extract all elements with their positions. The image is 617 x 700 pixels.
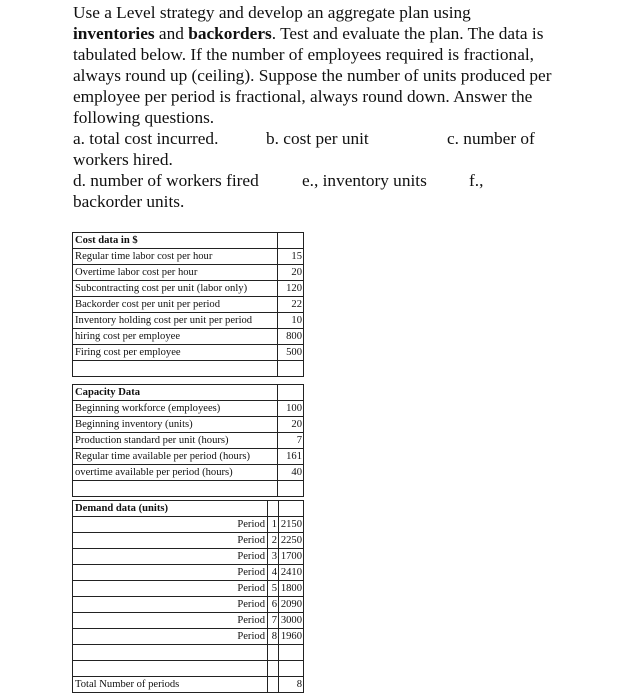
table-row bbox=[73, 345, 304, 361]
cost-label: hiring cost per employee bbox=[73, 329, 278, 345]
table-row bbox=[73, 613, 304, 629]
capacity-data-table bbox=[72, 384, 304, 497]
empty-cell bbox=[73, 661, 268, 677]
table-row bbox=[73, 401, 304, 417]
empty-cell bbox=[268, 645, 279, 661]
period-number: 8 bbox=[268, 629, 279, 645]
empty-cell bbox=[278, 481, 304, 497]
capacity-header: Capacity Data bbox=[73, 385, 278, 401]
period-label: Period bbox=[73, 517, 268, 533]
capacity-label: overtime available per period (hours) bbox=[73, 465, 278, 481]
blank-row bbox=[73, 361, 304, 377]
empty-cell bbox=[279, 645, 304, 661]
demand-value: 2410 bbox=[279, 565, 304, 581]
demand-value: 1700 bbox=[279, 549, 304, 565]
table-row bbox=[73, 417, 304, 433]
table-row bbox=[73, 433, 304, 449]
table-row bbox=[73, 581, 304, 597]
cost-label: Firing cost per employee bbox=[73, 345, 278, 361]
cost-header: Cost data in $ bbox=[73, 233, 278, 249]
period-label: Period bbox=[73, 565, 268, 581]
empty-cell bbox=[268, 661, 279, 677]
empty-cell bbox=[268, 677, 279, 693]
option-d: d. number of workers fired bbox=[73, 171, 259, 190]
demand-value: 2250 bbox=[279, 533, 304, 549]
empty-cell bbox=[73, 645, 268, 661]
blank-row bbox=[73, 661, 304, 677]
period-label: Period bbox=[73, 581, 268, 597]
demand-value: 3000 bbox=[279, 613, 304, 629]
period-number: 4 bbox=[268, 565, 279, 581]
option-b: b. cost per unit bbox=[266, 129, 369, 148]
question-text bbox=[73, 2, 553, 212]
bold-inventories: inventories bbox=[73, 24, 155, 43]
option-c-continued: workers hired. bbox=[73, 150, 173, 169]
demand-value: 2150 bbox=[279, 517, 304, 533]
empty-cell bbox=[73, 361, 278, 377]
table-row bbox=[73, 597, 304, 613]
cost-value: 15 bbox=[278, 249, 304, 265]
period-label: Period bbox=[73, 533, 268, 549]
empty-cell bbox=[278, 233, 304, 249]
intro-and: and bbox=[154, 24, 189, 43]
empty-cell bbox=[279, 501, 304, 517]
bold-backorders: backorders bbox=[188, 24, 272, 43]
cost-value: 10 bbox=[278, 313, 304, 329]
cost-label: Overtime labor cost per hour bbox=[73, 265, 278, 281]
capacity-value: 20 bbox=[278, 417, 304, 433]
capacity-value: 161 bbox=[278, 449, 304, 465]
table-row bbox=[73, 549, 304, 565]
table-row bbox=[73, 565, 304, 581]
option-f: f., bbox=[469, 171, 484, 190]
table-row bbox=[73, 517, 304, 533]
option-a: a. total cost incurred. bbox=[73, 129, 219, 148]
option-f-continued: backorder units. bbox=[73, 192, 185, 211]
table-row bbox=[73, 265, 304, 281]
period-label: Period bbox=[73, 629, 268, 645]
option-e: e., inventory units bbox=[302, 171, 427, 190]
table-row bbox=[73, 281, 304, 297]
blank-row bbox=[73, 481, 304, 497]
demand-data-table bbox=[72, 500, 304, 693]
cost-label: Subcontracting cost per unit (labor only) bbox=[73, 281, 278, 297]
demand-value: 1960 bbox=[279, 629, 304, 645]
period-number: 5 bbox=[268, 581, 279, 597]
intro-line-1: Use a Level strategy and develop an aggregate plan using bbox=[73, 3, 471, 22]
period-number: 2 bbox=[268, 533, 279, 549]
options-row-2 bbox=[73, 170, 553, 191]
capacity-label: Production standard per unit (hours) bbox=[73, 433, 278, 449]
empty-cell bbox=[73, 481, 278, 497]
cost-value: 800 bbox=[278, 329, 304, 345]
period-number: 7 bbox=[268, 613, 279, 629]
demand-value: 2090 bbox=[279, 597, 304, 613]
capacity-label: Regular time available per period (hours) bbox=[73, 449, 278, 465]
cost-label: Backorder cost per unit per period bbox=[73, 297, 278, 313]
capacity-value: 7 bbox=[278, 433, 304, 449]
table-row bbox=[73, 449, 304, 465]
options-row-1 bbox=[73, 128, 553, 149]
table-row bbox=[73, 533, 304, 549]
cost-value: 500 bbox=[278, 345, 304, 361]
capacity-label: Beginning inventory (units) bbox=[73, 417, 278, 433]
blank-row bbox=[73, 645, 304, 661]
question-intro bbox=[73, 2, 553, 128]
total-periods-label: Total Number of periods bbox=[73, 677, 268, 693]
empty-cell bbox=[278, 385, 304, 401]
demand-header: Demand data (units) bbox=[73, 501, 268, 517]
cost-label: Inventory holding cost per unit per period bbox=[73, 313, 278, 329]
table-row bbox=[73, 249, 304, 265]
capacity-value: 40 bbox=[278, 465, 304, 481]
capacity-value: 100 bbox=[278, 401, 304, 417]
capacity-label: Beginning workforce (employees) bbox=[73, 401, 278, 417]
demand-value: 1800 bbox=[279, 581, 304, 597]
cost-label: Regular time labor cost per hour bbox=[73, 249, 278, 265]
period-label: Period bbox=[73, 613, 268, 629]
intro-rest: . Test and evaluate the plan. The data is tabulated below. If the number of employees required is fractional, always round up (ceiling). Suppose the number of units produced per employee per period is fractional, always round down. Answer the following questions. bbox=[73, 24, 552, 127]
cost-data-table bbox=[72, 232, 304, 377]
table-row bbox=[73, 629, 304, 645]
period-number: 6 bbox=[268, 597, 279, 613]
total-periods-value: 8 bbox=[279, 677, 304, 693]
table-row bbox=[73, 465, 304, 481]
empty-cell bbox=[279, 661, 304, 677]
cost-value: 20 bbox=[278, 265, 304, 281]
period-label: Period bbox=[73, 597, 268, 613]
total-periods-row bbox=[73, 677, 304, 693]
table-row bbox=[73, 313, 304, 329]
table-row bbox=[73, 329, 304, 345]
period-number: 1 bbox=[268, 517, 279, 533]
option-c: c. number of bbox=[447, 129, 535, 148]
cost-value: 120 bbox=[278, 281, 304, 297]
cost-value: 22 bbox=[278, 297, 304, 313]
empty-cell bbox=[268, 501, 279, 517]
period-number: 3 bbox=[268, 549, 279, 565]
table-row bbox=[73, 297, 304, 313]
empty-cell bbox=[278, 361, 304, 377]
period-label: Period bbox=[73, 549, 268, 565]
